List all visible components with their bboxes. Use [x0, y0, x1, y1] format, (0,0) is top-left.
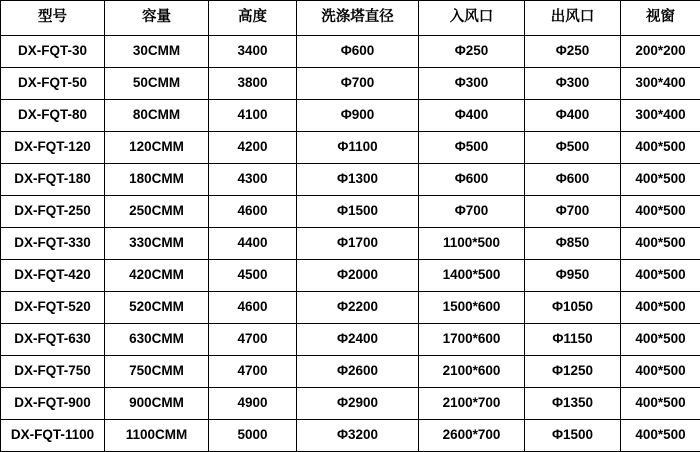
model-cell: DX-FQT-520	[1, 292, 105, 324]
table-cell: Φ2900	[297, 388, 419, 420]
model-cell: DX-FQT-30	[1, 36, 105, 68]
table-row	[1, 164, 700, 196]
table-cell: Φ950	[525, 260, 621, 292]
column-header-2: 高度	[209, 1, 297, 36]
table-row	[1, 36, 700, 68]
table-cell: Φ1100	[297, 132, 419, 164]
table-cell: 180CMM	[105, 164, 209, 196]
table-cell: 50CMM	[105, 68, 209, 100]
table-cell: Φ1500	[297, 196, 419, 228]
column-header-0: 型号	[1, 1, 105, 36]
table-cell: Φ1500	[525, 420, 621, 452]
table-cell: 4300	[209, 164, 297, 196]
table-cell: 2600*700	[419, 420, 525, 452]
column-header-1: 容量	[105, 1, 209, 36]
table-row	[1, 324, 700, 356]
table-row	[1, 292, 700, 324]
table-cell: 420CMM	[105, 260, 209, 292]
table-cell: 4700	[209, 356, 297, 388]
table-cell: Φ700	[419, 196, 525, 228]
table-cell: Φ300	[525, 68, 621, 100]
model-cell: DX-FQT-80	[1, 100, 105, 132]
table-cell: Φ2400	[297, 324, 419, 356]
table-cell: Φ1150	[525, 324, 621, 356]
model-cell: DX-FQT-120	[1, 132, 105, 164]
table-cell: 250CMM	[105, 196, 209, 228]
table-cell: 2100*600	[419, 356, 525, 388]
table-cell: 400*500	[621, 356, 700, 388]
table-cell: 1100*500	[419, 228, 525, 260]
table-cell: Φ1250	[525, 356, 621, 388]
model-cell: DX-FQT-420	[1, 260, 105, 292]
table-cell: Φ500	[525, 132, 621, 164]
table-cell: 4600	[209, 292, 297, 324]
model-cell: DX-FQT-330	[1, 228, 105, 260]
table-cell: 4400	[209, 228, 297, 260]
table-row	[1, 420, 700, 452]
table-cell: 4100	[209, 100, 297, 132]
model-cell: DX-FQT-900	[1, 388, 105, 420]
table-cell: Φ700	[297, 68, 419, 100]
table-cell: 4600	[209, 196, 297, 228]
table-cell: 1100CMM	[105, 420, 209, 452]
table-cell: 4200	[209, 132, 297, 164]
table-row	[1, 260, 700, 292]
table-header-row	[1, 1, 700, 36]
table-row	[1, 388, 700, 420]
table-cell: Φ700	[525, 196, 621, 228]
table-cell: Φ900	[297, 100, 419, 132]
table-cell: Φ400	[525, 100, 621, 132]
table-cell: 2100*700	[419, 388, 525, 420]
table-cell: Φ1050	[525, 292, 621, 324]
table-row	[1, 132, 700, 164]
table-cell: 30CMM	[105, 36, 209, 68]
table-cell: 400*500	[621, 260, 700, 292]
model-cell: DX-FQT-750	[1, 356, 105, 388]
table-header	[1, 1, 700, 36]
table-cell: 120CMM	[105, 132, 209, 164]
table-cell: Φ1700	[297, 228, 419, 260]
table-cell: 400*500	[621, 132, 700, 164]
table-cell: Φ1350	[525, 388, 621, 420]
column-header-4: 入风口	[419, 1, 525, 36]
table-cell: 4900	[209, 388, 297, 420]
table-cell: Φ600	[525, 164, 621, 196]
table-cell: 1500*600	[419, 292, 525, 324]
table-row	[1, 196, 700, 228]
table-cell: 900CMM	[105, 388, 209, 420]
table-cell: 400*500	[621, 196, 700, 228]
table-cell: Φ400	[419, 100, 525, 132]
table-cell: Φ850	[525, 228, 621, 260]
table-cell: 400*500	[621, 420, 700, 452]
table-cell: 80CMM	[105, 100, 209, 132]
table-cell: 520CMM	[105, 292, 209, 324]
table-cell: 750CMM	[105, 356, 209, 388]
table-cell: Φ250	[525, 36, 621, 68]
table-cell: 400*500	[621, 324, 700, 356]
table-cell: Φ2000	[297, 260, 419, 292]
table-body	[1, 36, 700, 452]
column-header-3: 洗涤塔直径	[297, 1, 419, 36]
table-cell: Φ2200	[297, 292, 419, 324]
table-cell: 5000	[209, 420, 297, 452]
table-cell: 300*400	[621, 100, 700, 132]
table-cell: 4700	[209, 324, 297, 356]
table-cell: 400*500	[621, 292, 700, 324]
table-row	[1, 356, 700, 388]
table-row	[1, 228, 700, 260]
column-header-6: 视窗	[621, 1, 700, 36]
table-cell: 200*200	[621, 36, 700, 68]
table-row	[1, 100, 700, 132]
model-cell: DX-FQT-250	[1, 196, 105, 228]
table-cell: Φ500	[419, 132, 525, 164]
table-cell: 3400	[209, 36, 297, 68]
table-cell: 630CMM	[105, 324, 209, 356]
table-cell: 1400*500	[419, 260, 525, 292]
table-cell: 400*500	[621, 388, 700, 420]
table-cell: Φ600	[297, 36, 419, 68]
model-cell: DX-FQT-630	[1, 324, 105, 356]
model-cell: DX-FQT-1100	[1, 420, 105, 452]
table-cell: Φ250	[419, 36, 525, 68]
table-cell: Φ2600	[297, 356, 419, 388]
table-cell: 1700*600	[419, 324, 525, 356]
table-cell: 400*500	[621, 228, 700, 260]
table-cell: Φ3200	[297, 420, 419, 452]
model-cell: DX-FQT-50	[1, 68, 105, 100]
table-cell: Φ1300	[297, 164, 419, 196]
table-cell: 300*400	[621, 68, 700, 100]
table-cell: 3800	[209, 68, 297, 100]
column-header-5: 出风口	[525, 1, 621, 36]
table-cell: 4500	[209, 260, 297, 292]
table-cell: Φ300	[419, 68, 525, 100]
table-cell: 400*500	[621, 164, 700, 196]
table-row	[1, 68, 700, 100]
model-cell: DX-FQT-180	[1, 164, 105, 196]
table-cell: 330CMM	[105, 228, 209, 260]
table-cell: Φ600	[419, 164, 525, 196]
